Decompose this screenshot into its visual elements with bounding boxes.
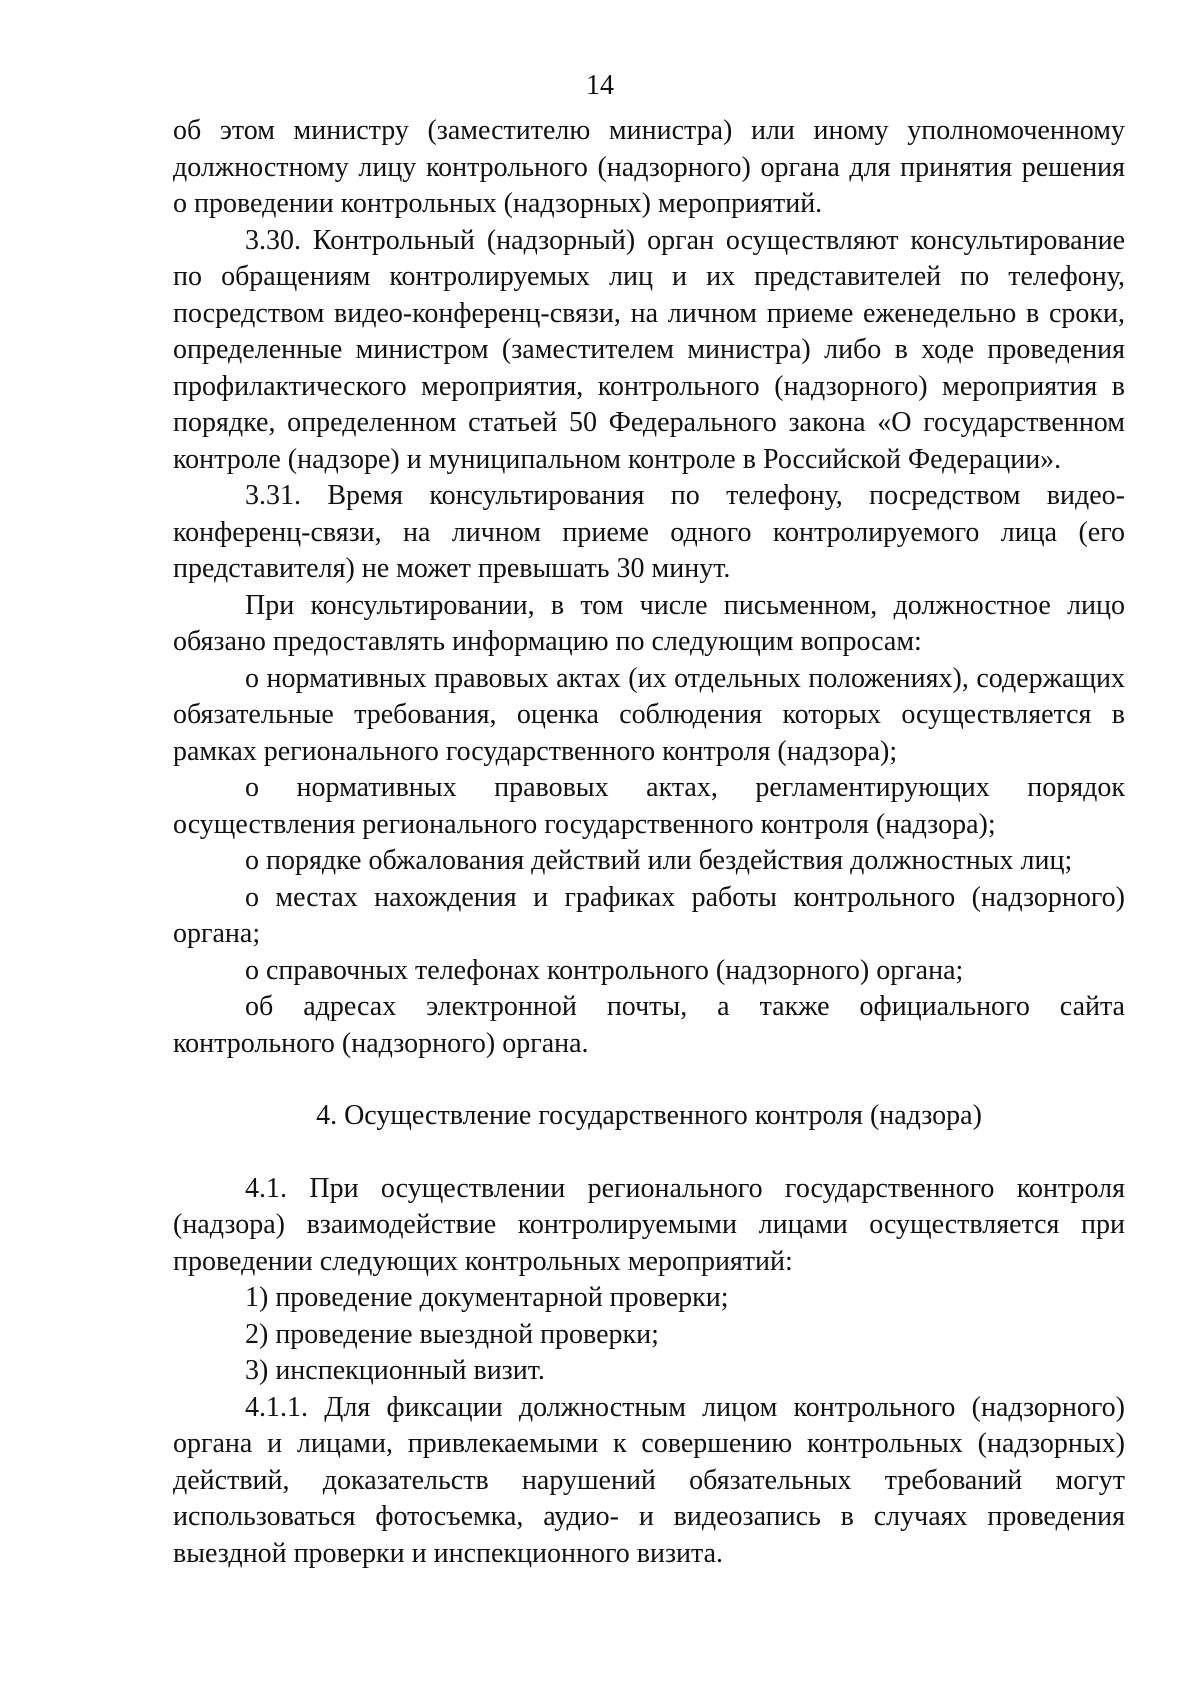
- list-item-email-website: об адресах электронной почты, а также официального сайта контрольного (надзорного) органа.: [173, 991, 1125, 1059]
- list-item-normative-acts: о нормативных правовых актах (их отдельных положениях), содержащих обязательные требования, оценка соблюдения которых осуществляется в рамках регионального государственного контроля (надзора);: [173, 662, 1125, 767]
- section-heading: 4. Осуществление государственного контроля (надзора): [316, 1100, 982, 1131]
- list-item-inspection-visit: 3) инспекционный визит.: [245, 1355, 545, 1386]
- document-body: [173, 113, 1125, 1572]
- paragraph-3-31: 3.31. Время консультирования по телефону, посредством видео-конференц-связи, на личном приеме одного контролируемого лица (его представителя) не может превышать 30 минут.: [173, 480, 1125, 584]
- list-item-appeal-procedure: о порядке обжалования действий или бездействия должностных лиц;: [245, 845, 1073, 876]
- paragraph-4-1: 4.1. При осуществлении регионального государственного контроля (надзора) взаимодействие контролируемыми лицами осуществляется при проведении следующих контрольных мероприятий:: [173, 1172, 1125, 1277]
- list-item-regulating-acts: о нормативных правовых актах, регламентирующих порядок осуществления регионального государственного контроля (надзора);: [173, 772, 1125, 840]
- paragraph-3-30: 3.30. Контрольный (надзорный) орган осуществляют консультирование по обращениям контролируемых лиц и их представителей по телефону, посредством видео-конференц-связи, на личном приеме еженедельно в сроки, определенные министром (заместителем министра) либо в ходе проведения профилактического мероприятия, контрольного (надзорного) мероприятия в порядке, определенном статьей 50 Федерального закона «О государственном контроле (надзоре) и муниципальном контроле в Российской Федерации».: [173, 224, 1125, 475]
- list-item-locations-schedules: о местах нахождения и графиках работы контрольного (надзорного) органа;: [173, 881, 1125, 949]
- paragraph-continuation: об этом министру (заместителю министра) или иному уполномоченному должностному лицу контрольного (надзорного) органа для принятия решения о проведении контрольных (надзорных) мероприятий.: [173, 115, 1125, 219]
- list-item-phones: о справочных телефонах контрольного (надзорного) органа;: [245, 954, 964, 986]
- page-number: 14: [586, 70, 614, 101]
- list-item-onsite-check: 2) проведение выездной проверки;: [245, 1318, 659, 1350]
- paragraph-consultation-intro: При консультировании, в том числе письменном, должностное лицо обязано предоставлять информацию по следующим вопросам:: [173, 589, 1125, 657]
- paragraph-4-1-1: 4.1.1. Для фиксации должностным лицом контрольного (надзорного) органа и лицами, привлекаемыми к совершению контрольных (надзорных) действий, доказательств нарушений обязательных требований могут использоваться фотосъемка, аудио- и видеозапись в случаях проведения выездной проверки и инспекционного визита.: [173, 1391, 1125, 1569]
- list-item-documentary-check: 1) проведение документарной проверки;: [245, 1282, 729, 1313]
